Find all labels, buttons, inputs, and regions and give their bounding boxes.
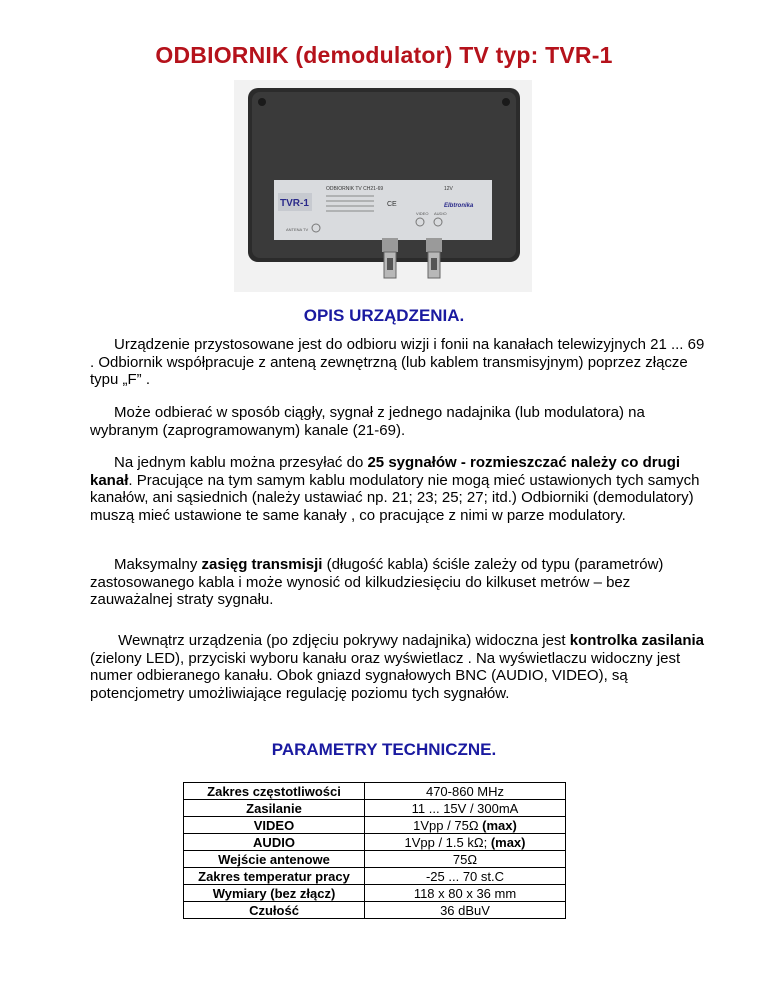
- device-photo: [234, 80, 532, 292]
- table-row: Wejście antenowe 75Ω: [184, 851, 566, 868]
- table-row: Zasilanie 11 ... 15V / 300mA: [184, 800, 566, 817]
- table-row: Wymiary (bez złącz) 118 x 80 x 36 mm: [184, 885, 566, 902]
- section-heading-description: OPIS URZĄDZENIA.: [303, 306, 465, 325]
- paragraph-intro: Urządzenie przystosowane jest do odbioru wizji i fonii na kanałach telewizyjnych 21 ... 69 . Odbiornik współpracuje z anteną zewnętrzną (lub kablem transmisyjnym) poprzez złącze typu „F” .: [90, 336, 705, 388]
- parameters-table: [183, 782, 566, 919]
- table-row: AUDIO 1Vpp / 1.5 kΩ; (max): [184, 834, 566, 851]
- table-row: VIDEO 1Vpp / 75Ω (max): [184, 817, 566, 834]
- svg-text:ANTENA TV: ANTENA TV: [286, 227, 309, 232]
- table-row: Zakres temperatur pracy -25 ... 70 st.C: [184, 868, 566, 885]
- svg-text:CE: CE: [387, 201, 397, 208]
- paragraph-channels: Na jednym kablu można przesyłać do 25 sygnałów - rozmieszczać należy co drugi kanał. Pracujące na tym samym kablu modulatory nie mogą mieć ustawionych tych samych kanałów, ani sąsiednich (należy ustawiać np. 21; 23; 25; 27; itd.) Odbiorniki (demodulatory) muszą mieć ustawione te same kanały , co pracujące z nimi w parze modulatory.: [90, 454, 700, 524]
- svg-text:AUDIO: AUDIO: [434, 211, 447, 216]
- photo-model-label: TVR-1: [280, 198, 309, 209]
- svg-text:VIDEO: VIDEO: [416, 211, 429, 216]
- paragraph-reception: Może odbierać w sposób ciągły, sygnał z jednego nadajnika (lub modulatora) na wybranym (zaprogramowanym) kanale (21-69).: [90, 404, 645, 439]
- paragraph-range: Maksymalny zasięg transmisji (długość kabla) ściśle zależy od typu (parametrów) zastosowanego kabla i może wynosić od kilkudziesięciu do kilkuset metrów – bez zauważalnej straty sygnału.: [90, 556, 664, 608]
- svg-text:12V: 12V: [444, 186, 453, 192]
- section-heading-parameters: PARAMETRY TECHNICZNE.: [271, 740, 497, 759]
- paragraph-interior: Wewnątrz urządzenia (po zdjęciu pokrywy nadajnika) widoczna jest kontrolka zasilania (zielony LED), przyciski wyboru kanału oraz wyświetlacz . Na wyświetlaczu widoczny jest numer odbieranego kanału. Obok gniazd sygnałowych BNC (AUDIO, VIDEO), są potencjometry umożliwiające regulację poziomu tych sygnałów.: [90, 632, 704, 702]
- page-title: ODBIORNIK (demodulator) TV typ: TVR-1: [155, 42, 613, 68]
- svg-text:ODBIORNIK TV CH21-69: ODBIORNIK TV CH21-69: [326, 186, 384, 192]
- table-row: Czułość 36 dBuV: [184, 902, 566, 919]
- table-row: Zakres częstotliwości 470-860 MHz: [184, 783, 566, 800]
- svg-text:Elbtronika: Elbtronika: [444, 203, 474, 209]
